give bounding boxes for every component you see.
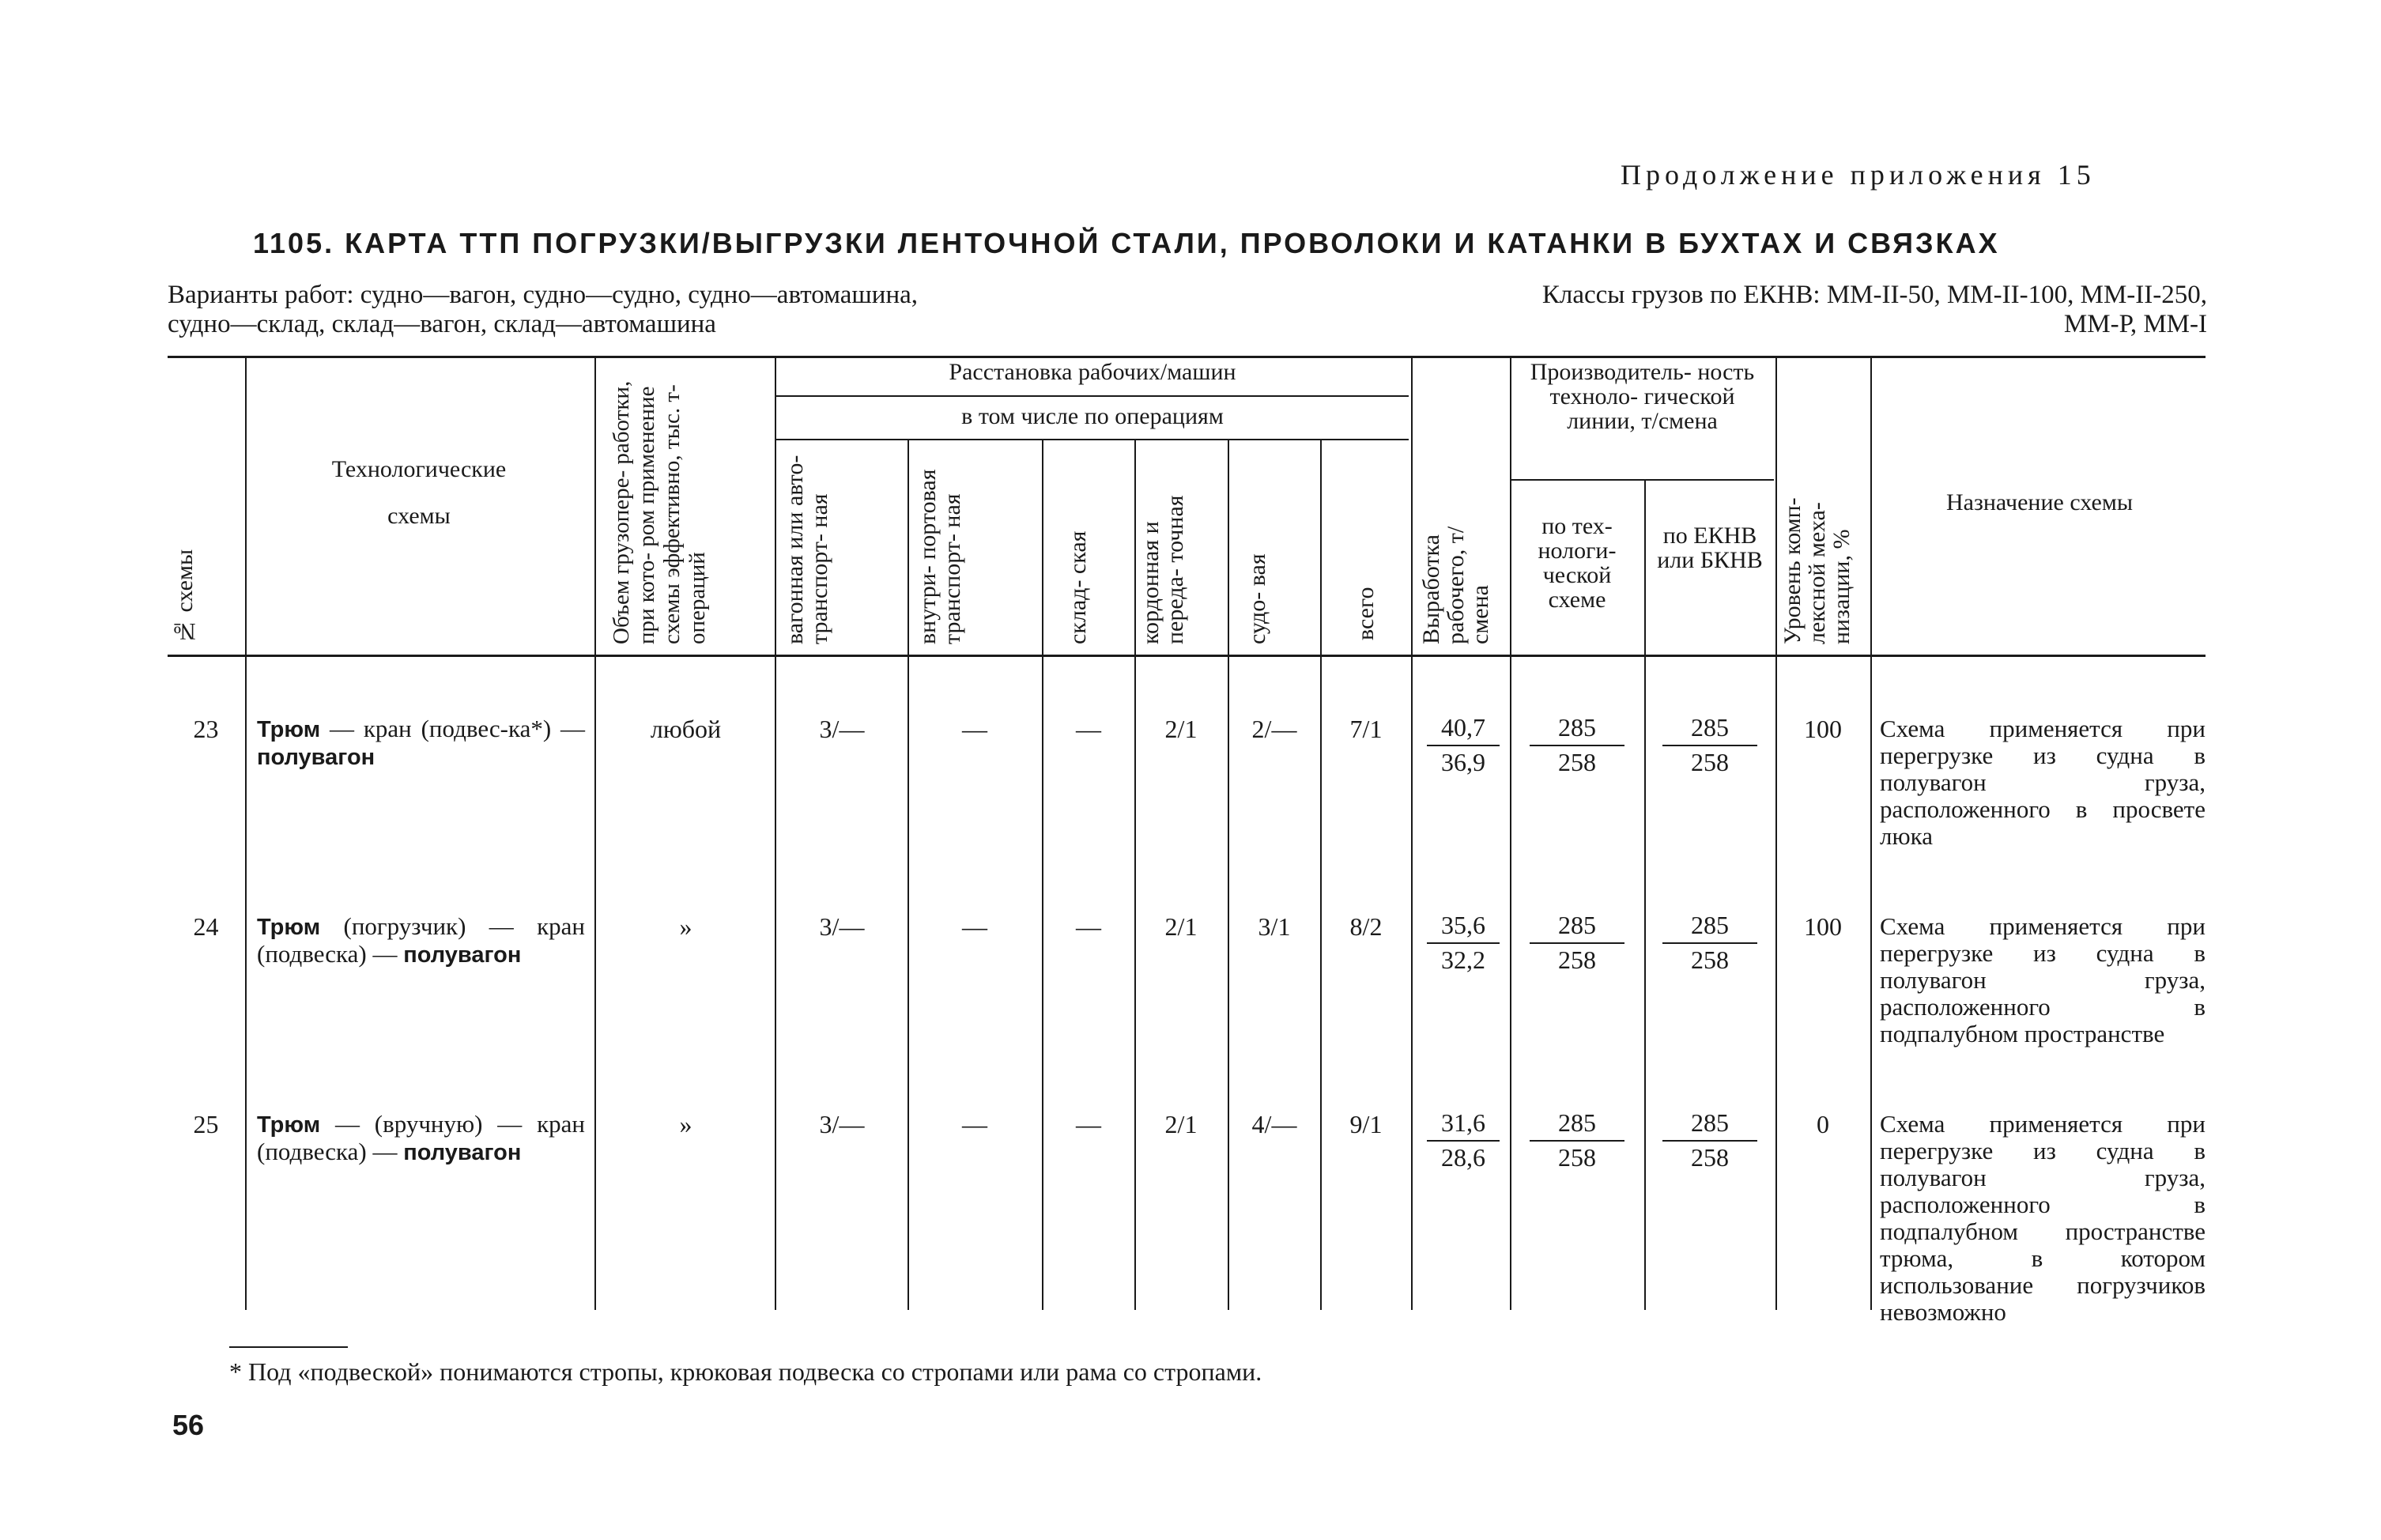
col-header-output: Выработка рабочего, т/смена	[1418, 526, 1493, 644]
row-24-tech-bottom: 258	[1558, 946, 1596, 974]
row-24-purpose: Схема применяется при перегрузке из судна в полувагон груза, расположенного в подпалубном пространстве	[1880, 912, 2206, 1047]
col-header-purpose: Назначение схемы	[1946, 489, 2133, 515]
row-24-scheme-via: (погрузчик) — кран (подвеска) —	[257, 912, 585, 968]
col-rule-5	[1042, 440, 1043, 1310]
col-header-op-cordon: кордонная и переда- точная	[1138, 495, 1188, 644]
schemes-label-2: схемы	[387, 503, 451, 529]
row-25-cordon: 2/1	[1164, 1110, 1198, 1138]
row-24-tech-top: 285	[1530, 909, 1624, 944]
row-25-mech: 0	[1817, 1110, 1829, 1138]
col-header-schemes	[261, 457, 577, 528]
row-24-cordon: 2/1	[1164, 912, 1198, 941]
footnote: * Под «подвеской» понимаются стропы, крюковая подвеска со стропами или рама со стропами.	[229, 1357, 1262, 1386]
page-number: 56	[172, 1409, 205, 1441]
col-rule-7	[1228, 440, 1229, 1310]
row-24-intraport: —	[962, 912, 987, 941]
row-25-warehouse: —	[1076, 1110, 1101, 1138]
row-24-tech	[1530, 909, 1624, 976]
row-23-scheme	[257, 715, 585, 771]
row-24-mech: 100	[1804, 912, 1842, 941]
row-23-ship: 2/—	[1251, 715, 1297, 743]
row-24-output-bottom: 32,2	[1441, 946, 1485, 974]
row-23-output	[1427, 711, 1500, 778]
row-23-eknv-bottom: 258	[1691, 748, 1729, 776]
classes-line-2: ММ-Р, ММ-I	[2063, 310, 2207, 338]
col-header-by-tech: по тех- нологи- ческой схеме	[1538, 513, 1617, 613]
col-header-volume: Объем грузопере- работки, при кото- ром применение схемы эффективно, тыс. т-операций	[609, 380, 710, 644]
row-23-total: 7/1	[1349, 715, 1383, 743]
row-23-warehouse: —	[1076, 715, 1101, 743]
row-23-scheme-from: Трюм	[257, 717, 321, 742]
row-24-eknv	[1662, 909, 1757, 976]
row-25-total: 9/1	[1349, 1110, 1383, 1138]
work-variants	[168, 281, 918, 339]
row-25-ship: 4/—	[1251, 1110, 1297, 1138]
row-25-output	[1427, 1107, 1500, 1173]
col-rule-4	[907, 440, 909, 1310]
col-rule-6	[1134, 440, 1136, 1310]
row-25-purpose: Схема применяется при перегрузке из судна в полувагон груза, расположенного в подпалубном пространстве трюма, в котором использование погрузчиков невозможно	[1880, 1110, 2206, 1326]
row-25-scheme-from: Трюм	[257, 1112, 321, 1138]
row-23-tech-bottom: 258	[1558, 748, 1596, 776]
footnote-rule	[229, 1346, 348, 1348]
row-23-cordon: 2/1	[1164, 715, 1198, 743]
row-23-number: 23	[193, 715, 219, 743]
col-header-productivity: Производитель- ность техноло- гической линии, т/смена	[1530, 359, 1755, 434]
row-23-output-bottom: 36,9	[1441, 748, 1485, 776]
row-25-output-bottom: 28,6	[1441, 1143, 1485, 1172]
col-header-op-intraport: внутри- портовая транспорт- ная	[915, 469, 965, 644]
row-25-scheme	[257, 1111, 585, 1166]
row-25-output-top: 31,6	[1427, 1107, 1500, 1142]
row-23-intraport: —	[962, 715, 987, 743]
col-header-total: всего	[1353, 587, 1379, 640]
row-24-scheme	[257, 913, 585, 968]
col-header-op-warehouse: склад- ская	[1065, 530, 1091, 644]
row-24-ship: 3/1	[1258, 912, 1291, 941]
row-24-scheme-from: Трюм	[257, 915, 321, 940]
row-24-scheme-to: полувагон	[403, 942, 522, 968]
row-25-tech-bottom: 258	[1558, 1143, 1596, 1172]
classes-line-1: Классы грузов по ЕКНВ: ММ-II-50, ММ-II-100, ММ-II-250,	[1541, 281, 2207, 309]
row-24-volume: »	[679, 912, 692, 941]
row-24-total: 8/2	[1349, 912, 1383, 941]
row-25-eknv-bottom: 258	[1691, 1143, 1729, 1172]
table-top-rule	[168, 356, 2206, 358]
row-25-intraport: —	[962, 1110, 987, 1138]
schemes-label-1: Технологические	[331, 456, 507, 482]
col-rule-10	[1510, 357, 1511, 1310]
col-rule-2	[594, 357, 596, 1310]
page-title: 1105. КАРТА ТТП ПОГРУЗКИ/ВЫГРУЗКИ ЛЕНТОЧНОЙ СТАЛИ, ПРОВОЛОКИ И КАТАНКИ В БУХТАХ И СВЯЗКАХ	[253, 227, 2000, 259]
col-rule-13	[1870, 357, 1872, 1310]
col-header-by-eknv: по ЕКНВ или БКНВ	[1657, 523, 1763, 573]
col-rule-1	[245, 357, 247, 1310]
col-rule-8	[1320, 440, 1322, 1310]
row-25-number: 25	[193, 1110, 219, 1138]
row-23-wagon: 3/—	[819, 715, 865, 743]
operations-subrule	[776, 439, 1409, 440]
cargo-classes	[1542, 281, 2207, 339]
productivity-subrule	[1511, 479, 1774, 481]
variants-line-1: Варианты работ: судно—вагон, судно—судно, судно—автомашина,	[168, 281, 919, 309]
row-23-scheme-to: полувагон	[257, 745, 375, 770]
row-23-output-top: 40,7	[1427, 711, 1500, 746]
col-header-number: № схемы	[172, 549, 198, 644]
table-header-bottom-rule	[168, 655, 2206, 657]
col-header-mech-level: Уровень комп- лексной меха- низации, %	[1779, 497, 1855, 644]
row-23-eknv	[1662, 711, 1757, 778]
row-24-eknv-bottom: 258	[1691, 946, 1729, 974]
row-24-warehouse: —	[1076, 912, 1101, 941]
row-23-eknv-top: 285	[1662, 711, 1757, 746]
row-23-scheme-via: — кран (подвес-ка*) —	[320, 715, 585, 742]
row-23-tech-top: 285	[1530, 711, 1624, 746]
row-24-number: 24	[193, 912, 219, 941]
row-25-volume: »	[679, 1110, 692, 1138]
row-25-scheme-to: полувагон	[403, 1140, 522, 1165]
row-25-scheme-via: — (вручную) — кран (подвеска) —	[257, 1110, 585, 1165]
row-23-mech: 100	[1804, 715, 1842, 743]
row-23-purpose: Схема применяется при перегрузке из судна в полувагон груза, расположенного в просвете люка	[1880, 715, 2206, 850]
col-header-op-wagon: вагонная или авто- транспорт- ная	[782, 455, 832, 644]
col-header-placement: Расстановка рабочих/машин	[949, 359, 1236, 385]
row-24-output-top: 35,6	[1427, 909, 1500, 944]
placement-subrule	[776, 395, 1409, 397]
row-25-wagon: 3/—	[819, 1110, 865, 1138]
variants-line-2: судно—склад, склад—вагон, склад—автомашина	[168, 310, 716, 338]
col-rule-12	[1775, 357, 1777, 1310]
col-header-op-ship: судо- вая	[1244, 553, 1270, 644]
col-header-by-operations: в том числе по операциям	[961, 403, 1224, 429]
col-rule-11	[1644, 481, 1646, 1310]
row-25-eknv-top: 285	[1662, 1107, 1757, 1142]
row-24-eknv-top: 285	[1662, 909, 1757, 944]
continuation-label: Продолжение приложения 15	[1621, 159, 2096, 191]
col-rule-9	[1411, 357, 1413, 1310]
row-25-tech	[1530, 1107, 1624, 1173]
row-25-eknv	[1662, 1107, 1757, 1173]
row-24-output	[1427, 909, 1500, 976]
row-25-tech-top: 285	[1530, 1107, 1624, 1142]
col-rule-3	[775, 357, 776, 1310]
row-23-tech	[1530, 711, 1624, 778]
row-24-wagon: 3/—	[819, 912, 865, 941]
row-23-volume: любой	[650, 715, 722, 743]
